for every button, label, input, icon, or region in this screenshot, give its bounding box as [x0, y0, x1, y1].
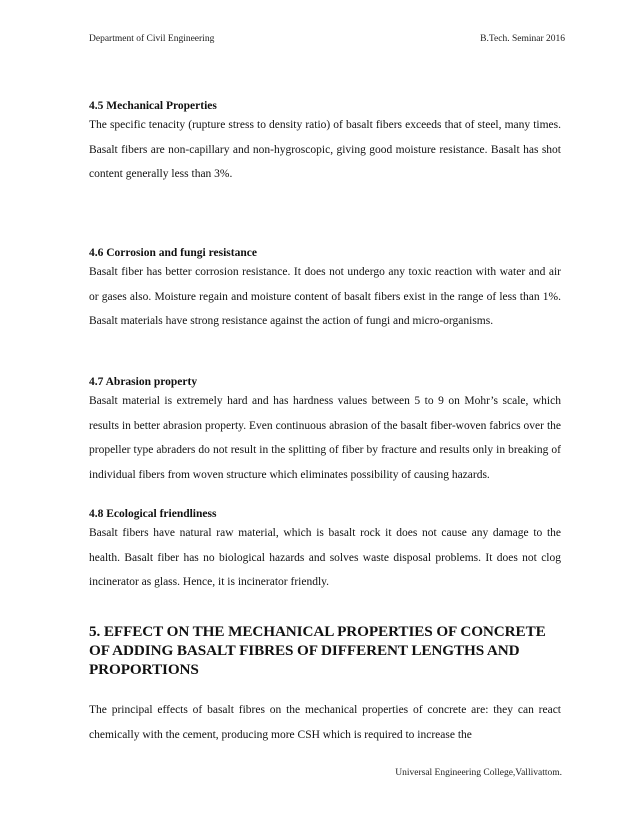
- section-mechanical-properties: [89, 98, 561, 187]
- section-heading: 4.7 Abrasion property: [89, 376, 198, 388]
- header-seminar: B.Tech. Seminar 2016: [480, 34, 565, 44]
- section-abrasion: [89, 374, 561, 487]
- section-body: Basalt fibers have natural raw material, which is basalt rock it does not cause any damage to the health. Basalt fiber has no biological hazards and solves waste disposal problems. It does not clog incinerator as glass. Hence, it is incinerator friendly.: [89, 527, 561, 588]
- chapter-heading: 5. EFFECT ON THE MECHANICAL PROPERTIES OF CONCRETE OF ADDING BASALT FIBRES OF DIFFERENT LENGTHS AND PROPORTIONS: [89, 623, 546, 678]
- section-heading: 4.5 Mechanical Properties: [89, 100, 217, 112]
- chapter-5: [89, 622, 561, 747]
- section-heading: 4.8 Ecological friendliness: [89, 508, 217, 520]
- section-body: Basalt fiber has better corrosion resistance. It does not undergo any toxic reaction with water and air or gases also. Moisture regain and moisture content of basalt fibers exist in the range of less than 1%. Basalt materials have strong resistance against the action of fungi and micro-organisms.: [89, 266, 561, 327]
- footer-college: Universal Engineering College,Vallivattom.: [395, 768, 562, 778]
- section-heading: 4.6 Corrosion and fungi resistance: [89, 247, 257, 259]
- section-body: Basalt material is extremely hard and has hardness values between 5 to 9 on Mohr’s scale, which results in better abrasion property. Even continuous abrasion of the basalt fiber-woven fabrics over the propeller type abraders do not result in the splitting of fiber by fracture and results only in breaking of individual fibers from woven structure which eliminates possibility of causing hazards.: [89, 395, 561, 481]
- section-corrosion-fungi: [89, 245, 561, 334]
- chapter-body: The principal effects of basalt fibres on the mechanical properties of concrete are: they can react chemically with the cement, producing more CSH which is required to increase the: [89, 704, 561, 741]
- section-ecological: [89, 506, 561, 595]
- header-department: Department of Civil Engineering: [89, 34, 215, 44]
- section-body: The specific tenacity (rupture stress to density ratio) of basalt fibers exceeds that of steel, many times. Basalt fibers are non-capillary and non-hygroscopic, giving good moisture resistance. Basalt has shot content generally less than 3%.: [89, 119, 561, 180]
